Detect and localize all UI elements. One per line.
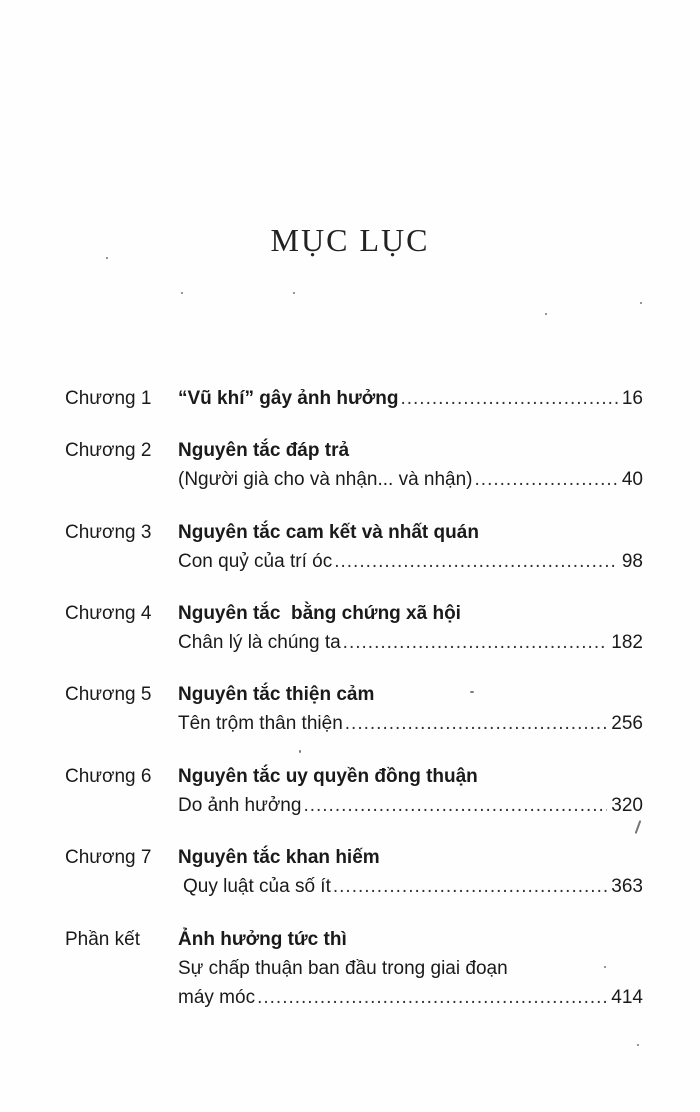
page-number: 40: [621, 469, 643, 490]
chapter-subtitle: Tên trộm thân thiện: [178, 713, 343, 734]
scan-speck: [604, 966, 606, 968]
chapter-label: Chương 7: [65, 847, 152, 868]
chapter-subtitle: Con quỷ của trí óc: [178, 551, 333, 572]
scan-speck: [181, 292, 183, 294]
page-number: 363: [611, 876, 643, 897]
chapter-label: Chương 1: [65, 388, 152, 409]
scan-speck: [293, 292, 295, 294]
dot-leader: [257, 983, 607, 1012]
toc-entry-chapter-2[interactable]: [65, 436, 643, 494]
toc-entry-chapter-4[interactable]: [65, 599, 643, 657]
chapter-label: Chương 6: [65, 766, 152, 787]
page-number: 182: [611, 632, 643, 653]
chapter-heading: Nguyên tắc đáp trả: [178, 440, 350, 461]
chapter-heading: Ảnh hưởng tức thì: [178, 929, 347, 950]
chapter-label: Phần kết: [65, 929, 140, 950]
page-number: 320: [611, 795, 643, 816]
chapter-subtitle: Quy luật của số ít: [183, 876, 331, 897]
page-number: 256: [611, 713, 643, 734]
toc-entry-chapter-6[interactable]: [65, 762, 643, 820]
toc-entry-chapter-7[interactable]: [65, 843, 643, 901]
chapter-heading: Nguyên tắc thiện cảm: [178, 684, 375, 705]
chapter-label: Chương 4: [65, 603, 152, 624]
toc-entry-chapter-5[interactable]: [65, 680, 643, 738]
page-number: 414: [611, 987, 643, 1008]
chapter-heading: “Vũ khí” gây ảnh hưởng: [178, 388, 399, 409]
toc-entry-chapter-1[interactable]: [65, 384, 643, 413]
chapter-heading: Nguyên tắc khan hiếm: [178, 847, 380, 868]
dot-leader: [334, 547, 618, 576]
chapter-heading: Nguyên tắc cam kết và nhất quán: [178, 522, 479, 543]
scan-speck: [635, 820, 642, 834]
chapter-subtitle-continued: máy móc: [178, 987, 256, 1008]
chapter-label: Chương 5: [65, 684, 152, 705]
dot-leader: [333, 872, 607, 901]
page-title: MỤC LỤC: [270, 222, 430, 258]
chapter-subtitle: Sự chấp thuận ban đầu trong giai đoạn: [178, 958, 508, 979]
scan-speck: [299, 750, 301, 753]
dot-leader: [400, 384, 617, 413]
scan-speck: [637, 1044, 639, 1046]
chapter-subtitle: Do ảnh hưởng: [178, 795, 302, 816]
dot-leader: [303, 791, 607, 820]
dot-leader: [475, 465, 618, 494]
chapter-subtitle: (Người già cho và nhận... và nhận): [178, 469, 473, 490]
chapter-label: Chương 3: [65, 522, 152, 543]
scan-speck: [470, 691, 474, 693]
chapter-heading: Nguyên tắc uy quyền đồng thuận: [178, 766, 478, 787]
toc-entry-chapter-3[interactable]: [65, 518, 643, 576]
page-number: 16: [621, 388, 643, 409]
dot-leader: [343, 628, 608, 657]
chapter-subtitle: Chân lý là chúng ta: [178, 632, 341, 653]
toc-entry-epilogue[interactable]: [65, 925, 643, 1012]
scan-speck: [545, 313, 547, 315]
scan-speck: [640, 302, 642, 304]
page-number: 98: [621, 551, 643, 572]
dot-leader: [345, 709, 608, 738]
chapter-label: Chương 2: [65, 440, 152, 461]
scan-speck: [106, 257, 108, 259]
chapter-heading: Nguyên tắc bằng chứng xã hội: [178, 603, 461, 624]
